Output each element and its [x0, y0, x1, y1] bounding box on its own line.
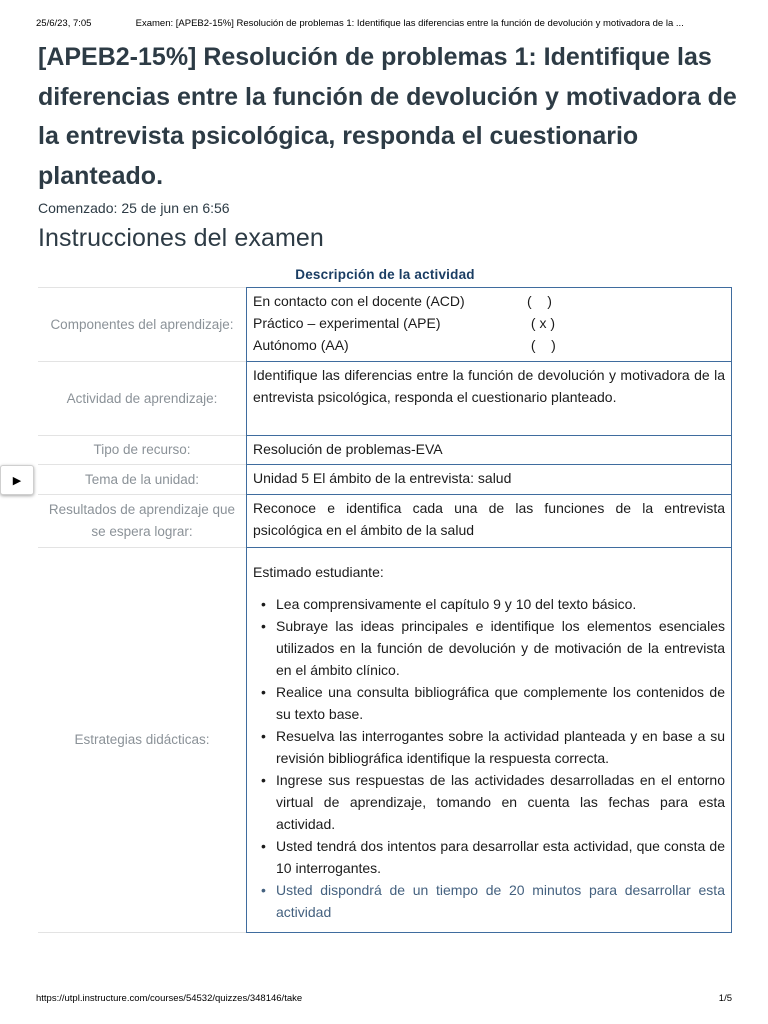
results-label: Resultados de aprendizaje que se espera lograr:: [38, 495, 246, 548]
topic-value: Unidad 5 El ámbito de la entrevista: salud: [246, 465, 732, 495]
quiz-started: [38, 200, 230, 216]
table-row-topic: [38, 465, 732, 495]
play-button[interactable]: [0, 465, 34, 495]
topic-label: Tema de la unidad:: [38, 465, 246, 495]
print-url: https://utpl.instructure.com/courses/54532/quizzes/348146/take: [36, 993, 303, 1004]
print-header: [36, 18, 732, 29]
instructions-heading: Instrucciones del examen: [38, 224, 324, 252]
results-value: Reconoce e identifica cada una de las funciones de la entrevista psicológica en el ámbito de la salud: [246, 495, 732, 548]
resource-value: Resolución de problemas-EVA: [246, 436, 732, 465]
table-row-components: [38, 287, 732, 362]
strategies-value: [246, 548, 732, 933]
table-caption: Descripción de la actividad: [295, 267, 475, 282]
table-row-strategies: [38, 548, 732, 933]
component-line: Práctico – experimental (APE) ( x ): [253, 315, 555, 331]
play-icon: ▶: [12, 474, 22, 487]
print-footer: [36, 993, 732, 1004]
print-date: 25/6/23, 7:05: [36, 18, 92, 29]
list-item: • Subraye las ideas principales e identifique los elementos esenciales utilizados en la función de devolución y de motivación de la entrevista en el ámbito clínico.: [253, 615, 725, 681]
list-item: • Resuelva las interrogantes sobre la actividad planteada y en base a su revisión bibliográfica identifique la respuesta correcta.: [253, 725, 725, 769]
quiz-title: [APEB2-15%] Resolución de problemas 1: Identifique las diferencias entre la función de devolución y motivadora de la entrevista psicológica, responda el cuestionario planteado.: [38, 43, 737, 190]
resource-label: Tipo de recurso:: [38, 436, 246, 465]
list-item: • Lea comprensivamente el capítulo 9 y 10 del texto básico.: [253, 593, 725, 615]
started-label: Comenzado:: [38, 200, 118, 216]
strategies-label: Estrategias didácticas:: [38, 548, 246, 933]
started-value: 25 de jun en 6:56: [121, 200, 230, 216]
list-item: • Usted tendrá dos intentos para desarrollar esta actividad, que consta de 10 interrogantes.: [253, 835, 725, 879]
activity-label: Actividad de aprendizaje:: [38, 362, 246, 436]
table-row-results: [38, 495, 732, 548]
strategies-list: [253, 593, 725, 923]
activity-value: Identifique las diferencias entre la función de devolución y motivadora de la entrevista psicológica, responda el cuestionario planteado.: [246, 362, 732, 436]
list-item: • Ingrese sus respuestas de las actividades desarrolladas en el entorno virtual de aprendizaje, tomando en cuenta las fechas para esta actividad.: [253, 769, 725, 835]
print-page-number: 1/5: [718, 993, 732, 1004]
component-line: En contacto con el docente (ACD) ( ): [253, 293, 552, 309]
components-value: [246, 287, 732, 362]
print-page-title: Examen: [APEB2-15%] Resolución de problemas 1: Identifique las diferencias entre la función de devolución y motivadora de la ...: [135, 18, 684, 29]
list-item: • Usted dispondrá de un tiempo de 20 minutos para desarrollar esta actividad: [253, 879, 725, 923]
strategies-greeting: Estimado estudiante:: [253, 564, 384, 580]
activity-description-table: [38, 287, 732, 933]
table-row-resource: [38, 436, 732, 465]
components-label: Componentes del aprendizaje:: [38, 287, 246, 362]
list-item: • Realice una consulta bibliográfica que complemente los contenidos de su texto base.: [253, 681, 725, 725]
component-line: Autónomo (AA) ( ): [253, 337, 556, 353]
table-row-activity: [38, 362, 732, 436]
